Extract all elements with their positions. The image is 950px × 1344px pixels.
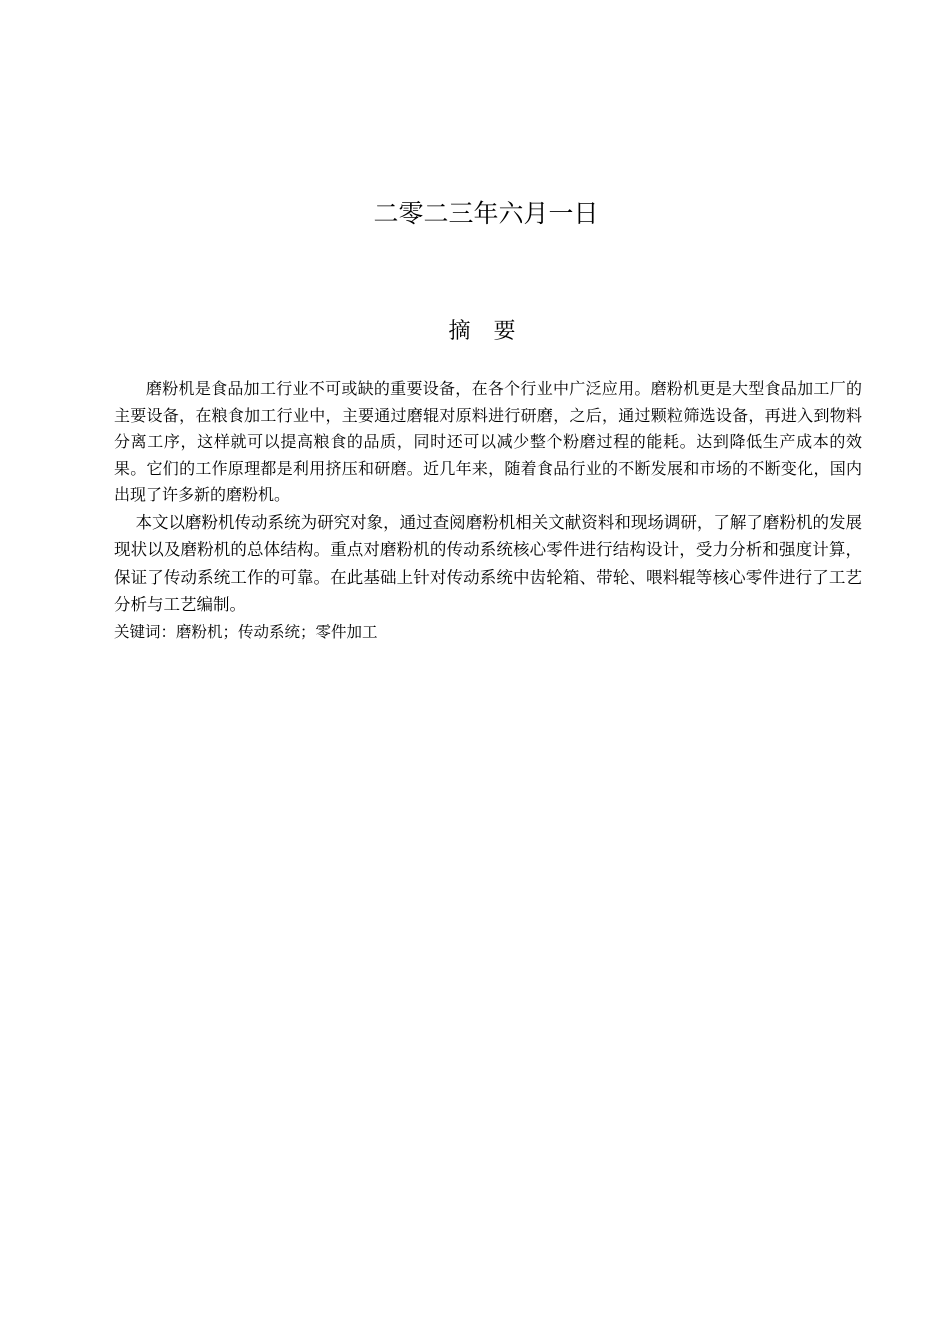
document-date: 二零二三年六月一日 bbox=[373, 199, 599, 228]
abstract-heading: 摘 要 bbox=[448, 319, 524, 344]
abstract-body bbox=[114, 376, 862, 646]
abstract-paragraph-1: 磨粉机是食品加工行业不可或缺的重要设备，在各个行业中广泛应用。磨粉机更是大型食品加工厂的主要设备，在粮食加工行业中，主要通过磨辊对原料进行研磨，之后，通过颗粒筛选设备，再进入到物料分离工序，这样就可以提高粮食的品质，同时还可以减少整个粉磨过程的能耗。达到降低生产成本的效果。它们的工作原理都是利用挤压和研磨。近几年来，随着食品行业的不断发展和市场的不断变化，国内出现了许多新的磨粉机。 bbox=[114, 379, 862, 504]
keywords-line bbox=[114, 619, 862, 646]
keywords-label: 关键词： bbox=[114, 622, 177, 641]
abstract-paragraph-2: 本文以磨粉机传动系统为研究对象，通过查阅磨粉机相关文献资料和现场调研，了解了磨粉机的发展现状以及磨粉机的总体结构。重点对磨粉机的传动系统核心零件进行结构设计，受力分析和强度计算，保证了传动系统工作的可靠。在此基础上针对传动系统中齿轮箱、带轮、喂料辊等核心零件进行了工艺分析与工艺编制。 bbox=[114, 512, 862, 614]
keywords-text: 磨粉机；传动系统；零件加工 bbox=[176, 622, 378, 641]
